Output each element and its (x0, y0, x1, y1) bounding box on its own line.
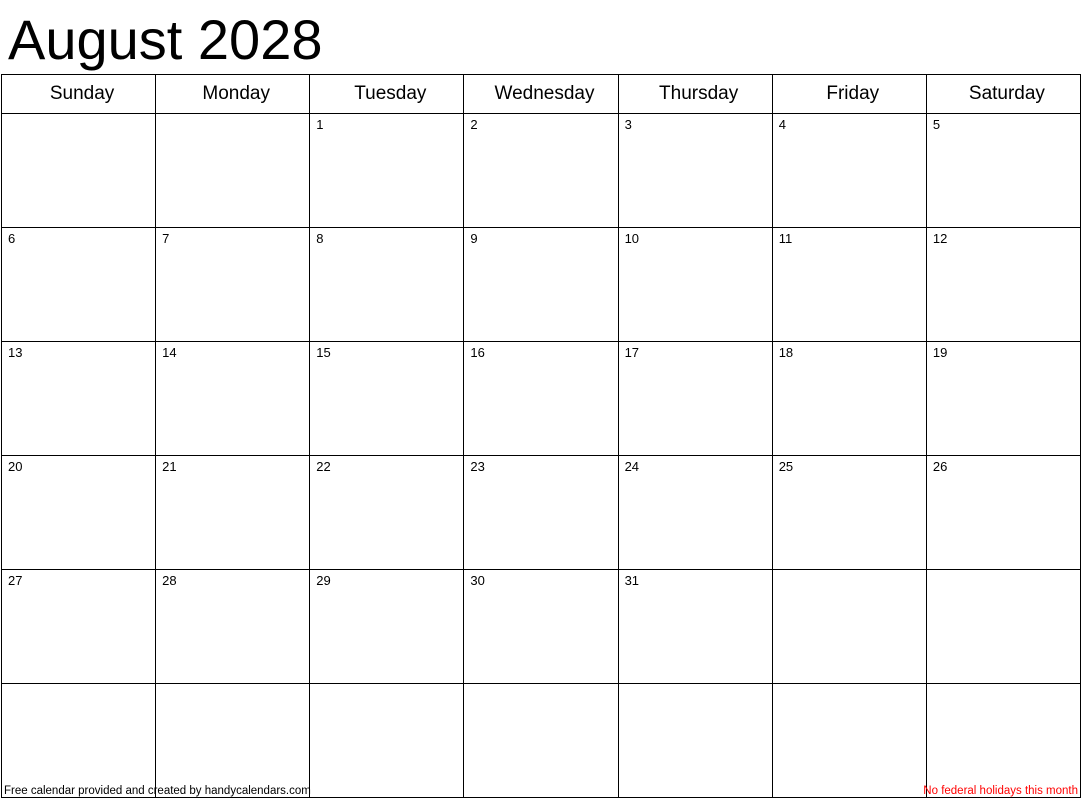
week-row (2, 228, 1081, 342)
day-number: 24 (624, 459, 640, 474)
day-number: 10 (624, 231, 640, 246)
footer-holiday-note: No federal holidays this month (923, 785, 1078, 797)
day-cell[interactable] (156, 114, 310, 228)
week-row (2, 570, 1081, 684)
day-cell[interactable] (926, 228, 1080, 342)
day-number: 5 (932, 117, 941, 132)
day-number: 23 (470, 459, 485, 474)
day-cell[interactable] (156, 228, 310, 342)
day-cell[interactable] (2, 342, 156, 456)
weekday-header-row (2, 75, 1081, 114)
month-grid (1, 74, 1081, 798)
page-title: August 2028 (8, 8, 323, 71)
day-cell[interactable] (772, 570, 926, 684)
day-number: 15 (316, 345, 331, 360)
day-number: 27 (8, 573, 23, 588)
weekday-label: Tuesday (354, 83, 427, 104)
weekday-header-monday (156, 75, 310, 114)
day-number: 20 (8, 459, 23, 474)
day-cell[interactable] (772, 342, 926, 456)
weekday-label: Saturday (968, 83, 1045, 104)
day-number: 29 (316, 573, 331, 588)
day-number: 18 (778, 345, 794, 360)
day-cell[interactable] (618, 342, 772, 456)
day-number: 14 (162, 345, 177, 360)
day-cell[interactable] (618, 570, 772, 684)
week-row (2, 684, 1081, 798)
page-footer (0, 782, 1082, 800)
weekday-label: Thursday (659, 83, 739, 104)
day-cell[interactable] (926, 114, 1080, 228)
day-cell[interactable] (926, 570, 1080, 684)
day-cell[interactable] (464, 456, 618, 570)
week-row (2, 114, 1081, 228)
day-cell[interactable] (772, 114, 926, 228)
day-number: 17 (624, 345, 640, 360)
day-number: 9 (470, 231, 478, 246)
day-number: 12 (932, 231, 948, 246)
day-cell[interactable] (156, 570, 310, 684)
day-cell[interactable] (156, 456, 310, 570)
day-cell[interactable] (2, 684, 156, 798)
day-number: 6 (8, 231, 16, 246)
day-cell[interactable] (464, 228, 618, 342)
day-number: 2 (470, 117, 478, 132)
day-cell[interactable] (2, 570, 156, 684)
day-cell[interactable] (310, 228, 464, 342)
day-cell[interactable] (926, 456, 1080, 570)
week-row (2, 456, 1081, 570)
weekday-header-saturday (926, 75, 1080, 114)
weekday-header-wednesday (464, 75, 618, 114)
footer-credit: Free calendar provided and created by handycalendars.com (4, 785, 311, 797)
day-cell[interactable] (464, 342, 618, 456)
day-cell[interactable] (618, 228, 772, 342)
weekday-header-friday (772, 75, 926, 114)
weekday-label: Wednesday (494, 83, 595, 104)
day-cell[interactable] (2, 114, 156, 228)
day-number: 16 (470, 345, 485, 360)
day-cell[interactable] (310, 456, 464, 570)
day-cell[interactable] (464, 684, 618, 798)
day-cell[interactable] (310, 684, 464, 798)
day-number: 28 (162, 573, 177, 588)
day-cell[interactable] (618, 684, 772, 798)
day-number: 3 (624, 117, 632, 132)
day-number: 13 (8, 345, 23, 360)
day-number: 26 (932, 459, 948, 474)
day-number: 30 (470, 573, 485, 588)
day-number: 1 (316, 117, 324, 132)
day-cell[interactable] (464, 114, 618, 228)
day-number: 7 (162, 231, 170, 246)
day-cell[interactable] (772, 228, 926, 342)
day-number: 22 (316, 459, 331, 474)
day-number: 11 (778, 231, 793, 246)
weekday-label: Monday (202, 83, 271, 104)
day-number: 8 (316, 231, 324, 246)
day-cell[interactable] (310, 342, 464, 456)
day-cell[interactable] (772, 456, 926, 570)
weekday-header-thursday (618, 75, 772, 114)
day-cell[interactable] (2, 228, 156, 342)
day-cell[interactable] (156, 342, 310, 456)
day-number: 21 (162, 459, 177, 474)
day-cell[interactable] (772, 684, 926, 798)
day-cell[interactable] (310, 114, 464, 228)
day-number: 31 (624, 573, 640, 588)
weekday-label: Friday (826, 83, 880, 104)
weekday-header-tuesday (310, 75, 464, 114)
day-cell[interactable] (310, 570, 464, 684)
weekday-label: Sunday (49, 83, 115, 104)
day-number: 25 (778, 459, 794, 474)
day-cell[interactable] (2, 456, 156, 570)
day-cell[interactable] (926, 684, 1080, 798)
day-cell[interactable] (618, 456, 772, 570)
day-cell[interactable] (618, 114, 772, 228)
weekday-header-sunday (2, 75, 156, 114)
day-cell[interactable] (156, 684, 310, 798)
day-number: 19 (932, 345, 948, 360)
week-row (2, 342, 1081, 456)
day-cell[interactable] (926, 342, 1080, 456)
day-cell[interactable] (464, 570, 618, 684)
day-number: 4 (778, 117, 786, 132)
